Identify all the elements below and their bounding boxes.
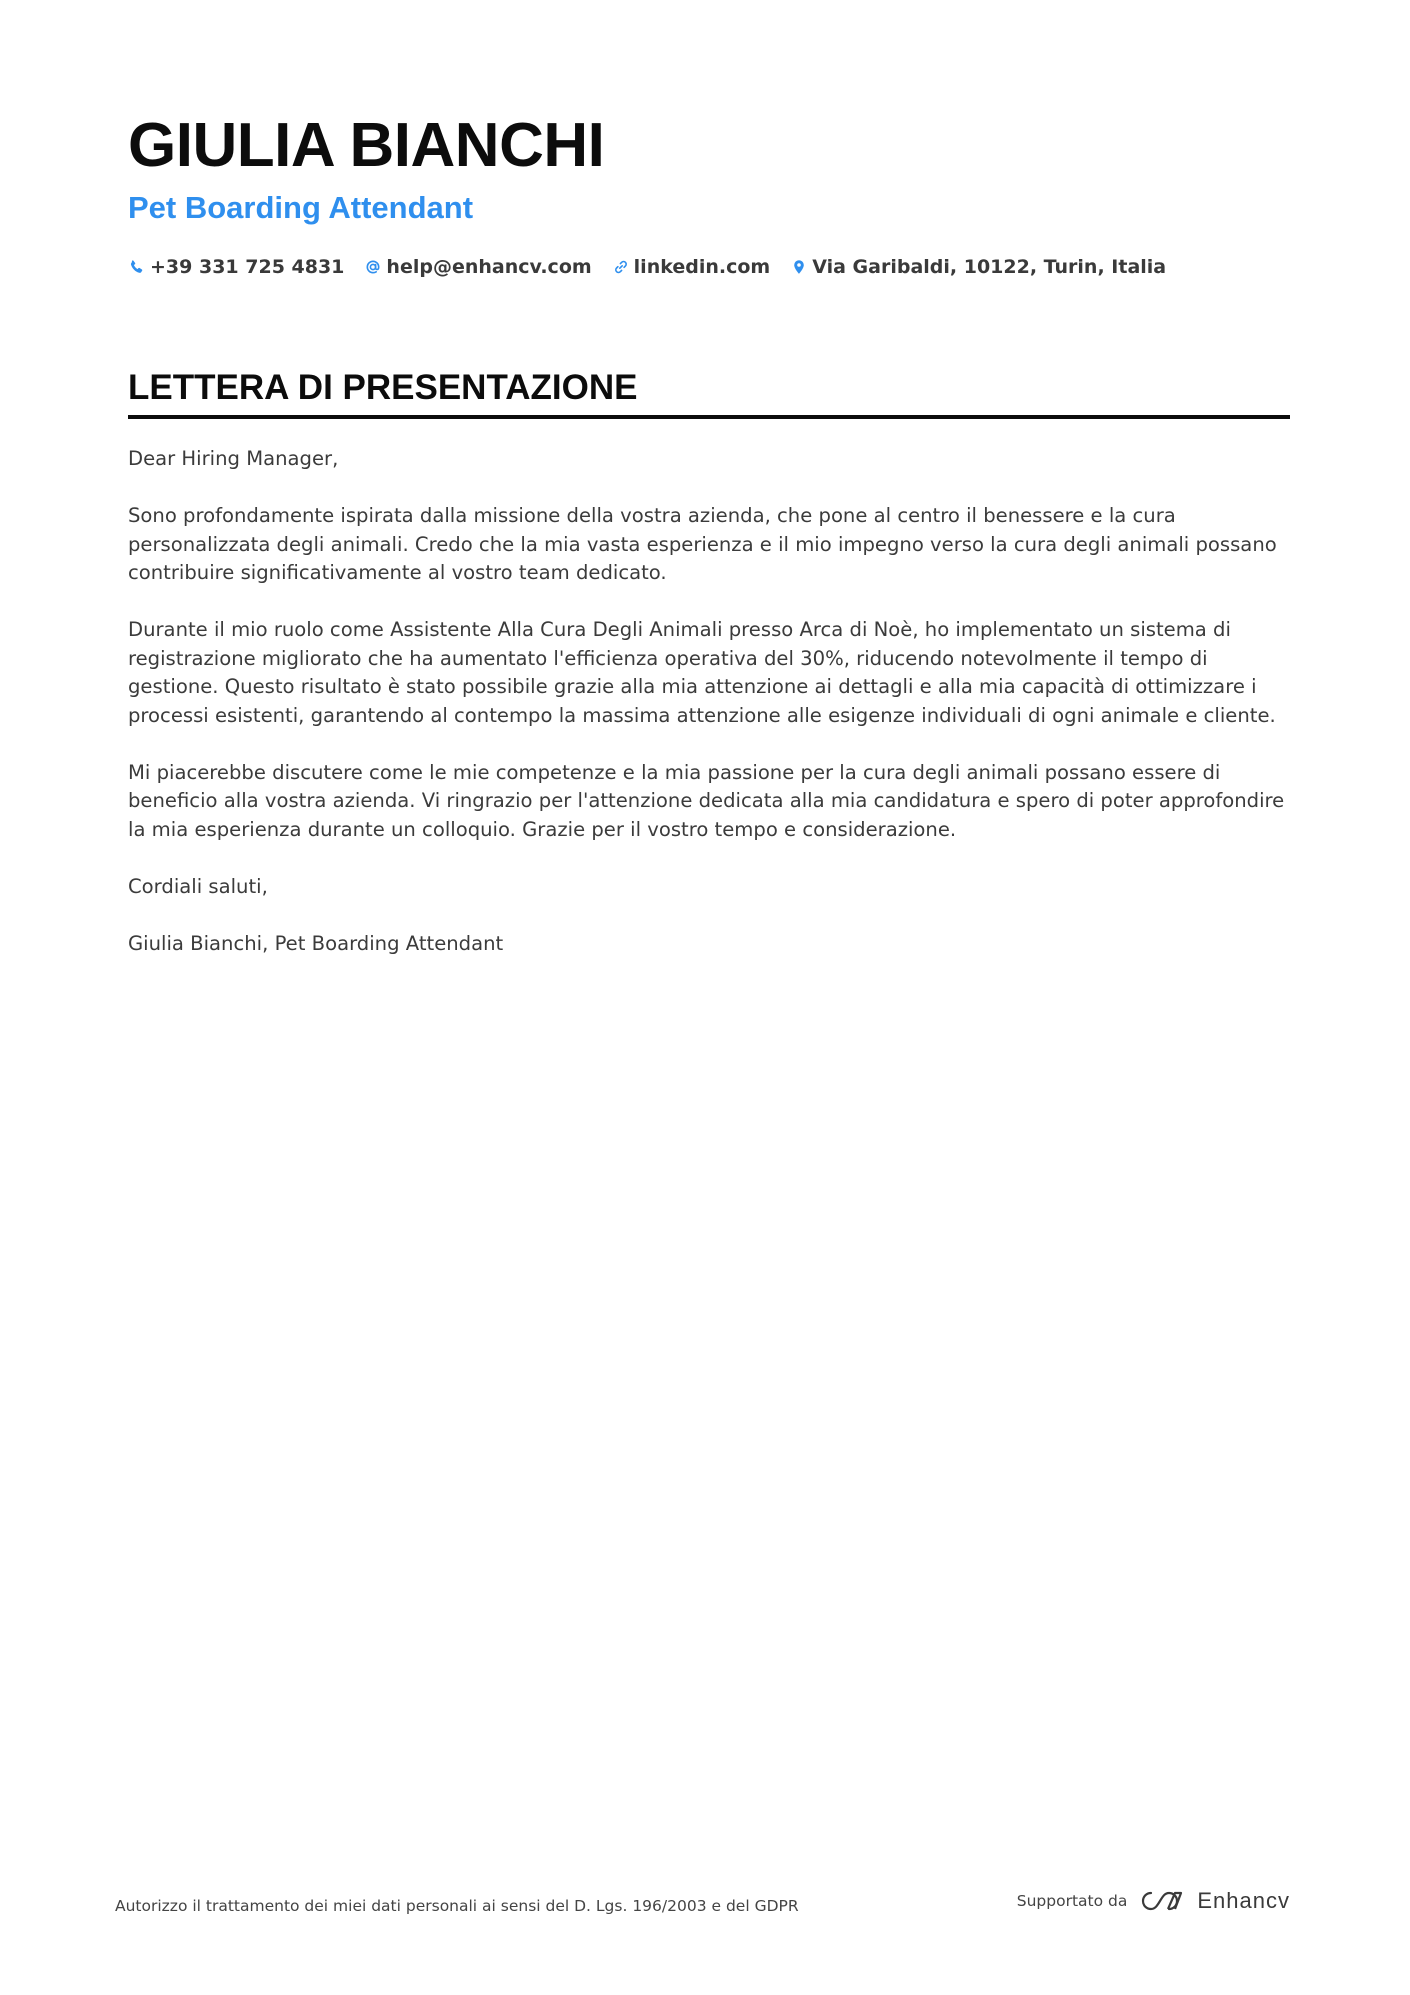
paragraph-3: Mi piacerebbe discutere come le mie competenze e la mia passione per la cura degli animali possano essere di beneficio alla vostra azienda. Vi ringrazio per l'attenzione dedicata alla mia candidatura e spero di poter approfondire la mia esperienza durante un colloquio. Grazie per il vostro tempo e considerazione. — [128, 760, 1285, 841]
linkedin-link[interactable]: linkedin.com — [633, 256, 771, 278]
paragraph-1: Sono profondamente ispirata dalla missione della vostra azienda, che pone al centro il benessere e la cura personalizzata degli animali. Credo che la mia vasta esperienza e il mio impegno verso la cura degli animali possano contribuire significativamente al vostro team dedicato. — [128, 504, 1277, 584]
letter-section — [128, 365, 1290, 987]
letter-body — [128, 445, 1290, 958]
closing: Cordiali saluti, — [128, 874, 268, 898]
powered-by[interactable] — [1017, 1888, 1290, 1914]
link-icon — [612, 258, 630, 276]
contact-linkedin — [612, 256, 771, 278]
header — [128, 108, 1288, 282]
section-title: LETTERA DI PRESENTAZIONE — [128, 368, 638, 407]
contact-address — [790, 256, 1166, 278]
signature: Giulia Bianchi, Pet Boarding Attendant — [128, 931, 504, 955]
powered-by-label: Supportato da — [1016, 1892, 1128, 1910]
phone-icon — [128, 258, 146, 276]
location-pin-icon — [790, 258, 808, 276]
candidate-role: Pet Boarding Attendant — [128, 190, 474, 225]
phone-number[interactable]: +39 331 725 4831 — [150, 256, 345, 278]
address: Via Garibaldi, 10122, Turin, Italia — [812, 256, 1167, 278]
contact-email — [364, 256, 591, 278]
enhancv-brand: Enhancv — [1197, 1888, 1290, 1913]
at-sign-icon — [364, 258, 382, 276]
section-divider — [128, 415, 1290, 419]
consent-note: Autorizzo il trattamento dei miei dati personali ai sensi del D. Lgs. 196/2003 e del GDPR — [115, 1897, 799, 1915]
contact-bar — [128, 252, 1288, 282]
candidate-name: GIULIA BIANCHI — [128, 111, 605, 180]
email-address[interactable]: help@enhancv.com — [386, 256, 592, 278]
contact-phone — [128, 256, 344, 278]
enhancv-logo-icon — [1139, 1888, 1187, 1914]
salutation: Dear Hiring Manager, — [128, 447, 339, 470]
paragraph-2: Durante il mio ruolo come Assistente Alla Cura Degli Animali presso Arca di Noè, ho implementato un sistema di registrazione migliorato che ha aumentato l'efficienza operativa del 30%, riducendo notevolmente il tempo di gestione. Questo risultato è stato possibile grazie alla mia attenzione ai dettagli e alla mia capacità di ottimizzare i processi esistenti, garantendo al contempo la massima attenzione alle esigenze individuali di ogni animale e cliente. — [128, 618, 1276, 727]
